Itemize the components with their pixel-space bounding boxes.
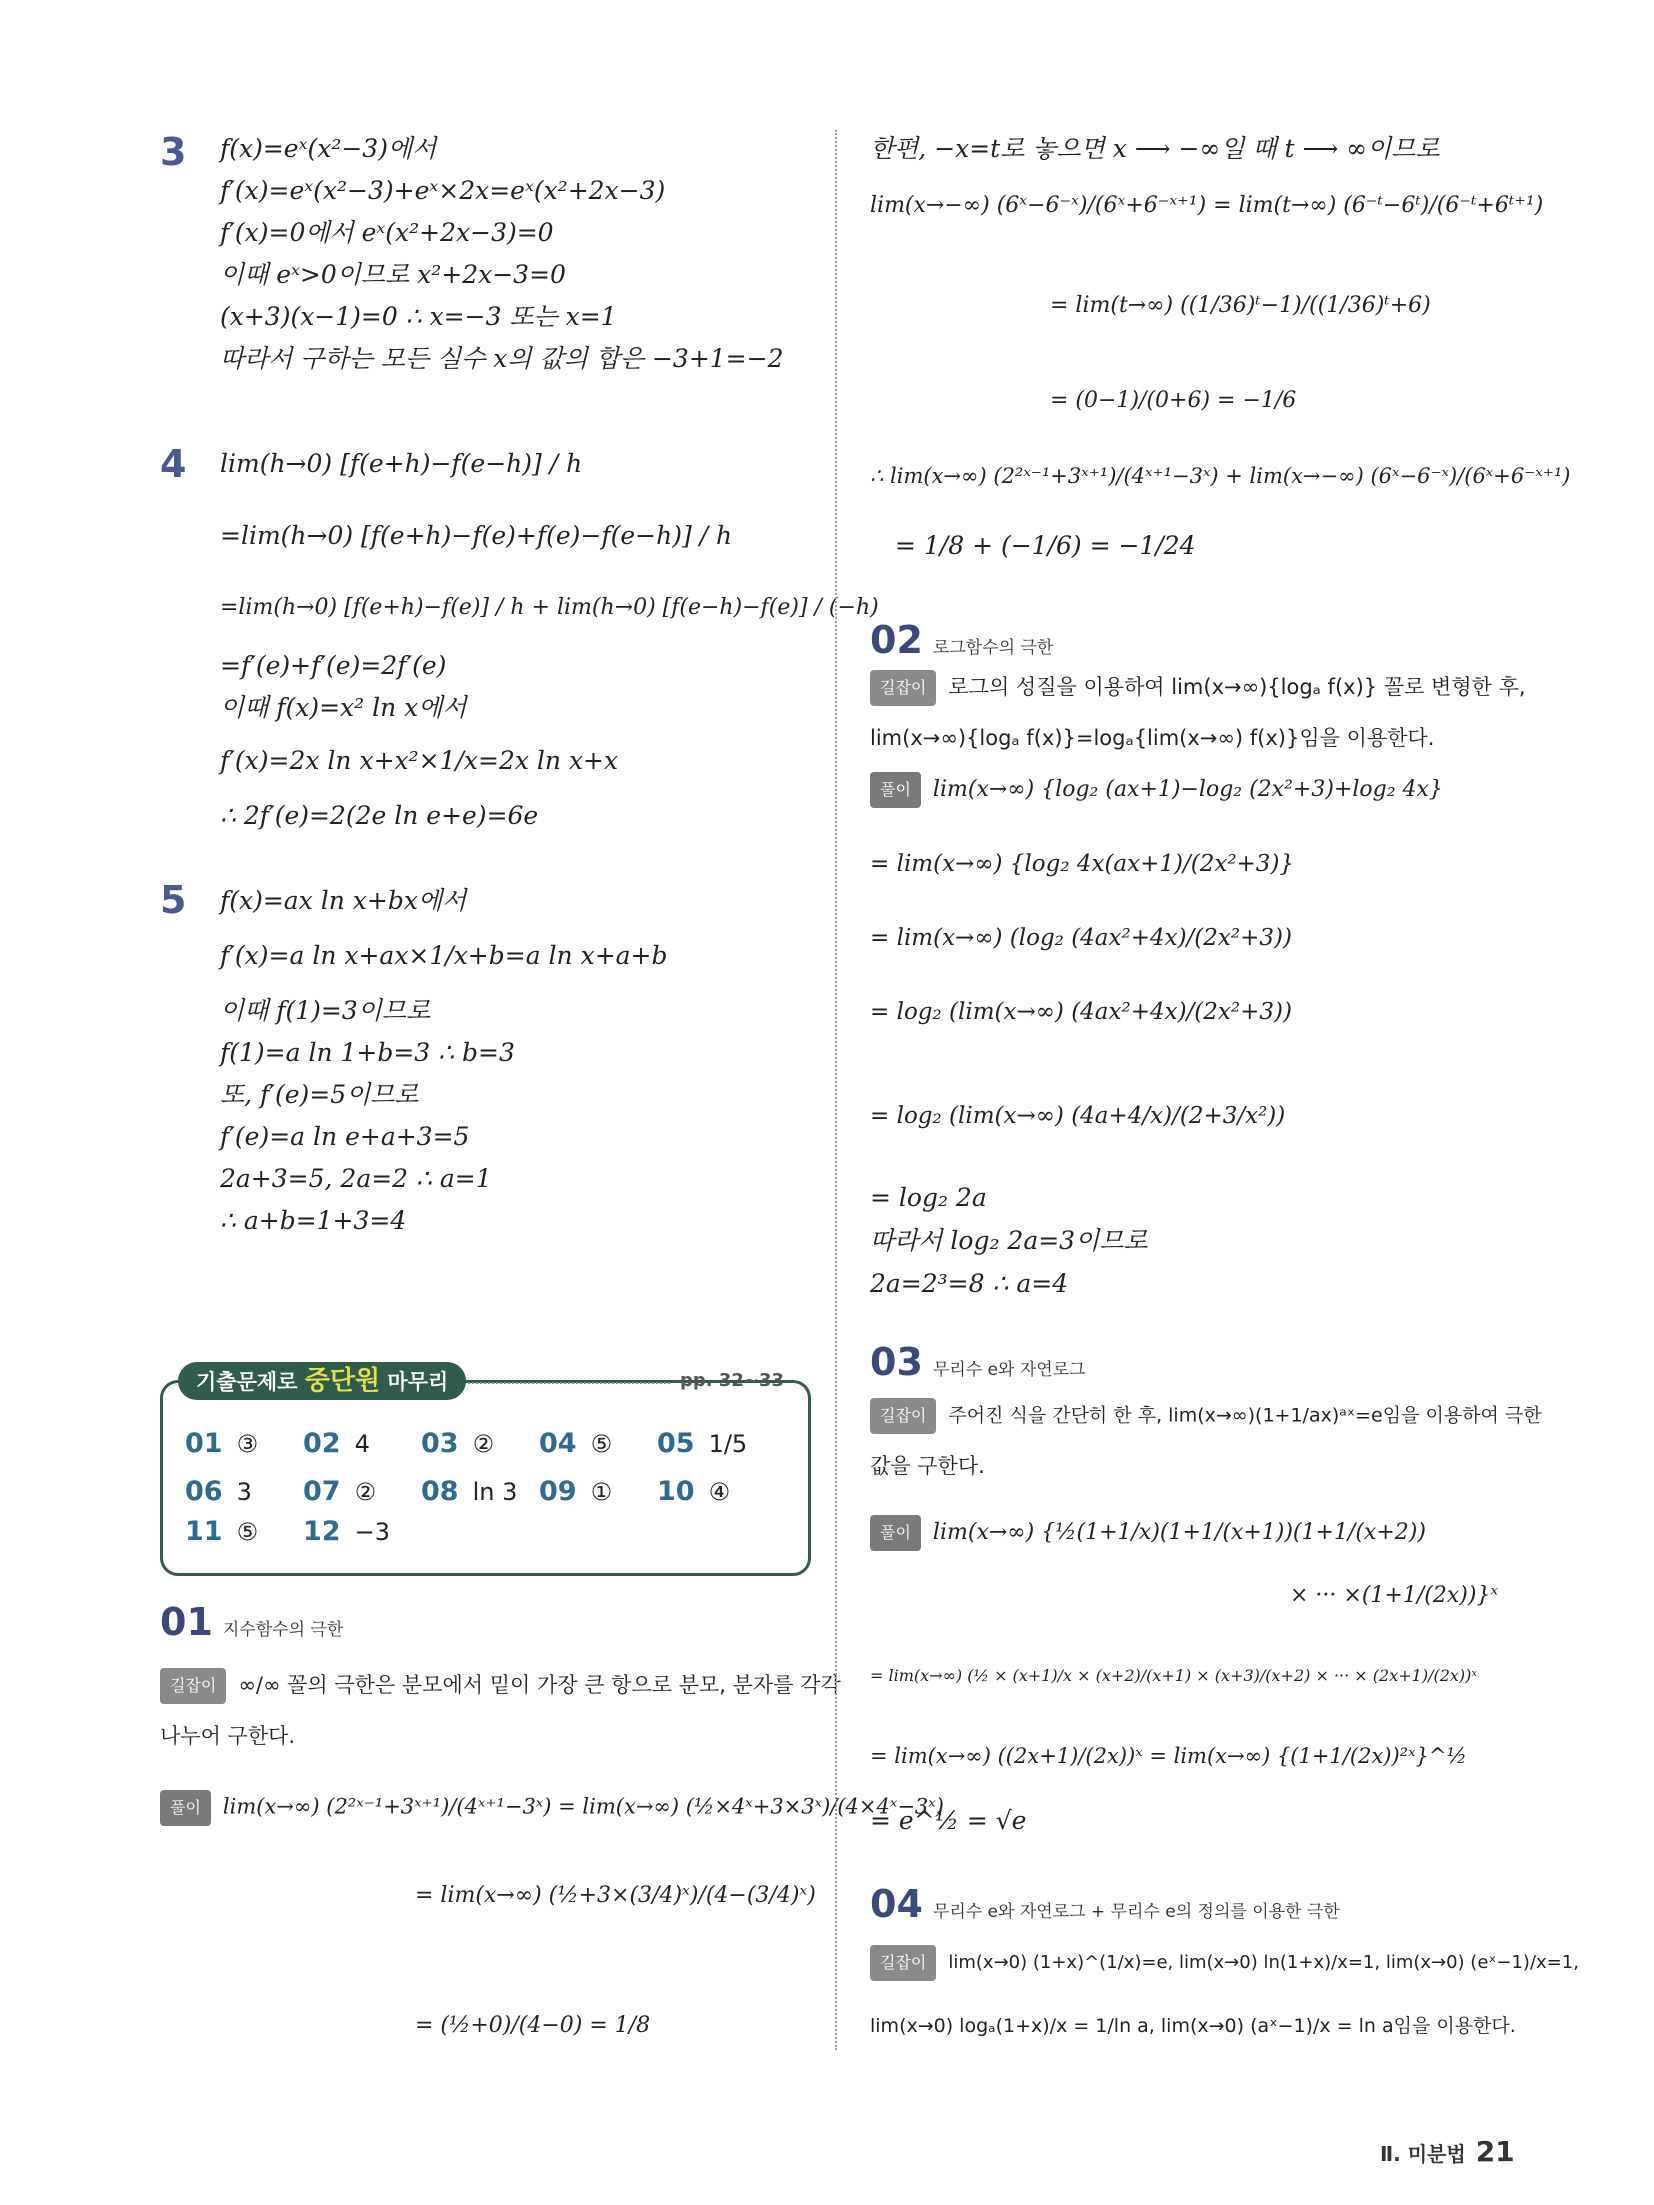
answer-07: 07 ②	[303, 1476, 377, 1507]
answer-summary-tab	[178, 1362, 466, 1400]
p5-line-6: f′(e)=a ln e+a+3=5	[220, 1122, 470, 1151]
section-04-guide	[870, 1945, 1579, 1981]
tab-text-big: 중단원	[304, 1366, 381, 1396]
box-dotted-line	[440, 1382, 670, 1384]
section-03-solution-5: = e^½ = √e	[870, 1806, 1027, 1835]
chapter-label: Ⅱ. 미분법	[1380, 2142, 1466, 2166]
problem-number-5: 5	[160, 878, 187, 922]
guide-tag: 길잡이	[160, 1668, 226, 1704]
section-01-title: 지수함수의 극한	[222, 1620, 344, 1640]
section-04-number: 04	[870, 1882, 923, 1926]
section-02-guide-text: 로그의 성질을 이용하여 lim(x→∞){logₐ f(x)} 꼴로 변형한 후,	[948, 675, 1526, 699]
section-02-solution-5: = log₂ (lim(x→∞) (4a+4/x)/(2+3/x²))	[870, 1103, 1286, 1129]
p3-line-3: f′(x)=0에서 eˣ(x²+2x−3)=0	[220, 218, 554, 247]
section-01-header	[160, 1600, 343, 1644]
section-02-number: 02	[870, 618, 923, 662]
section-04-title: 무리수 e와 자연로그 + 무리수 e의 정의를 이용한 극한	[932, 1902, 1340, 1922]
answer-01: 01 ③	[185, 1428, 259, 1459]
section-01-number: 01	[160, 1600, 213, 1644]
section-02-header	[870, 618, 1053, 662]
problem-number-4: 4	[160, 442, 187, 486]
section-02-guide-2: lim(x→∞){logₐ f(x)}=logₐ{lim(x→∞) f(x)}임을 이용한다.	[870, 726, 1435, 750]
right-cont-line-4: = (0−1)/(0+6) = −1/6	[1050, 388, 1297, 413]
section-03-sol-line-1: lim(x→∞) {½(1+1/x)(1+1/(x+1))(1+1/(x+2))	[932, 1520, 1426, 1545]
right-cont-line-3: = lim(t→∞) ((1/36)ᵗ−1)/((1/36)ᵗ+6)	[1050, 293, 1431, 318]
answer-03: 03 ②	[421, 1428, 495, 1459]
column-divider	[835, 130, 837, 2050]
answer-04: 04 ⑤	[539, 1428, 613, 1459]
box-pages: pp. 32~33	[680, 1370, 785, 1391]
section-03-guide-2: 값을 구한다.	[870, 1454, 985, 1478]
p5-line-7: 2a+3=5, 2a=2 ∴ a=1	[220, 1164, 492, 1193]
p5-line-3: 이때 f(1)=3이므로	[220, 996, 431, 1025]
section-01-guide	[160, 1668, 841, 1704]
section-02-solution-1	[870, 772, 1443, 808]
right-cont-line-6: = 1/8 + (−1/6) = −1/24	[895, 531, 1196, 560]
section-01-solution-1	[160, 1790, 944, 1826]
tab-text-post: 마무리	[380, 1370, 449, 1394]
section-02-title: 로그함수의 극한	[932, 638, 1054, 658]
p4-line-7: ∴ 2f′(e)=2(2e ln e+e)=6e	[220, 801, 539, 830]
section-02-solution-6: = log₂ 2a	[870, 1183, 987, 1212]
answer-06: 06 3	[185, 1476, 252, 1507]
answer-02: 02 4	[303, 1428, 370, 1459]
p4-line-3: =lim(h→0) [f(e+h)−f(e)] / h + lim(h→0) [f(e−h)−f(e)] / (−h)	[220, 595, 879, 620]
section-01-solution-3: = (½+0)/(4−0) = 1/8	[415, 2013, 651, 2038]
p4-line-6: f′(x)=2x ln x+x²×1/x=2x ln x+x	[220, 746, 619, 775]
section-01-sol-line-1: lim(x→∞) (2²ˣ⁻¹+3ˣ⁺¹)/(4ˣ⁺¹−3ˣ) = lim(x→∞) (½×4ˣ+3×3ˣ)/(4×4ˣ−3ˣ)	[222, 1794, 944, 1819]
answer-08: 08 ln 3	[421, 1476, 518, 1507]
answer-12: 12 −3	[303, 1516, 390, 1547]
p3-line-4: 이때 eˣ>0이므로 x²+2x−3=0	[220, 260, 566, 289]
answer-05: 05 1/5	[657, 1428, 748, 1459]
section-02-solution-2: = lim(x→∞) {log₂ 4x(ax+1)/(2x²+3)}	[870, 851, 1295, 877]
right-cont-line-1: 한편, −x=t로 놓으면 x ⟶ −∞일 때 t ⟶ ∞이므로	[870, 134, 1440, 163]
p4-line-1: lim(h→0) [f(e+h)−f(e−h)] / h	[220, 449, 583, 478]
solution-tag: 풀이	[870, 772, 921, 808]
section-01-solution-2: = lim(x→∞) (½+3×(3/4)ˣ)/(4−(3/4)ˣ)	[415, 1883, 816, 1908]
p5-line-1: f(x)=ax ln x+bx에서	[220, 886, 467, 915]
problem-number-3: 3	[160, 130, 187, 174]
section-02-solution-7: 따라서 log₂ 2a=3이므로	[870, 1226, 1148, 1255]
p3-line-1: f(x)=eˣ(x²−3)에서	[220, 134, 437, 163]
p4-line-4: =f′(e)+f′(e)=2f′(e)	[220, 651, 447, 680]
answer-10: 10 ④	[657, 1476, 731, 1507]
answer-11: 11 ⑤	[185, 1516, 259, 1547]
section-01-guide-2: 나누어 구한다.	[160, 1724, 296, 1748]
guide-tag: 길잡이	[870, 1398, 936, 1434]
p4-line-2: =lim(h→0) [f(e+h)−f(e)+f(e)−f(e−h)] / h	[220, 521, 733, 550]
right-cont-line-5: ∴ lim(x→∞) (2²ˣ⁻¹+3ˣ⁺¹)/(4ˣ⁺¹−3ˣ) + lim(x→−∞) (6ˣ−6⁻ˣ)/(6ˣ+6⁻ˣ⁺¹)	[870, 464, 1571, 488]
section-02-solution-4: = log₂ (lim(x→∞) (4ax²+4x)/(2x²+3))	[870, 999, 1292, 1025]
section-03-solution-2: × ··· ×(1+1/(2x))}ˣ	[1290, 1583, 1499, 1608]
p3-line-5: (x+3)(x−1)=0 ∴ x=−3 또는 x=1	[220, 302, 617, 331]
guide-tag: 길잡이	[870, 670, 936, 706]
section-01-guide-text: ∞/∞ 꼴의 극한은 분모에서 밑이 가장 큰 항으로 분모, 분자를 각각	[238, 1673, 841, 1697]
section-02-sol-line-1: lim(x→∞) {log₂ (ax+1)−log₂ (2x²+3)+log₂ 4x}	[932, 777, 1443, 802]
page-number: 21	[1475, 2135, 1515, 2168]
section-03-guide	[870, 1398, 1542, 1434]
solution-tag: 풀이	[160, 1790, 211, 1826]
answer-09: 09 ①	[539, 1476, 613, 1507]
p3-line-6: 따라서 구하는 모든 실수 x의 값의 합은 −3+1=−2	[220, 344, 784, 373]
section-02-guide	[870, 670, 1526, 706]
section-03-guide-text: 주어진 식을 간단히 한 후, lim(x→∞)(1+1/ax)ᵃˣ=e임을 이용하여 극한	[948, 1404, 1542, 1427]
section-03-number: 03	[870, 1340, 923, 1384]
p4-line-5: 이때 f(x)=x² ln x에서	[220, 693, 467, 722]
tab-text-pre: 기출문제로	[196, 1370, 305, 1394]
p3-line-2: f′(x)=eˣ(x²−3)+eˣ×2x=eˣ(x²+2x−3)	[220, 176, 666, 205]
section-04-guide-text: lim(x→0) (1+x)^(1/x)=e, lim(x→0) ln(1+x)/x=1, lim(x→0) (eˣ−1)/x=1,	[948, 1952, 1579, 1973]
guide-tag: 길잡이	[870, 1945, 936, 1981]
section-03-solution-3: = lim(x→∞) (½ × (x+1)/x × (x+2)/(x+1) × (x+3)/(x+2) × ··· × (2x+1)/(2x))ˣ	[870, 1666, 1478, 1685]
section-02-solution-8: 2a=2³=8 ∴ a=4	[870, 1269, 1069, 1298]
section-03-header	[870, 1340, 1086, 1384]
right-cont-line-2: lim(x→−∞) (6ˣ−6⁻ˣ)/(6ˣ+6⁻ˣ⁺¹) = lim(t→∞) (6⁻ᵗ−6ᵗ)/(6⁻ᵗ+6ᵗ⁺¹)	[870, 193, 1544, 218]
section-02-solution-3: = lim(x→∞) (log₂ (4ax²+4x)/(2x²+3))	[870, 925, 1292, 951]
p5-line-2: f′(x)=a ln x+ax×1/x+b=a ln x+a+b	[220, 941, 668, 970]
section-03-solution-4: = lim(x→∞) ((2x+1)/(2x))ˣ = lim(x→∞) {(1+1/(2x))²ˣ}^½	[870, 1744, 1467, 1768]
p5-line-4: f(1)=a ln 1+b=3 ∴ b=3	[220, 1038, 515, 1067]
p5-line-8: ∴ a+b=1+3=4	[220, 1206, 407, 1235]
solution-tag: 풀이	[870, 1515, 921, 1551]
section-03-solution-1	[870, 1515, 1426, 1551]
page-footer	[1380, 2135, 1515, 2168]
section-03-title: 무리수 e와 자연로그	[932, 1360, 1086, 1380]
p5-line-5: 또, f′(e)=5이므로	[220, 1080, 419, 1109]
section-04-guide-2: lim(x→0) logₐ(1+x)/x = 1/ln a, lim(x→0) (aˣ−1)/x = ln a임을 이용한다.	[870, 2015, 1516, 2037]
section-04-header	[870, 1882, 1340, 1926]
